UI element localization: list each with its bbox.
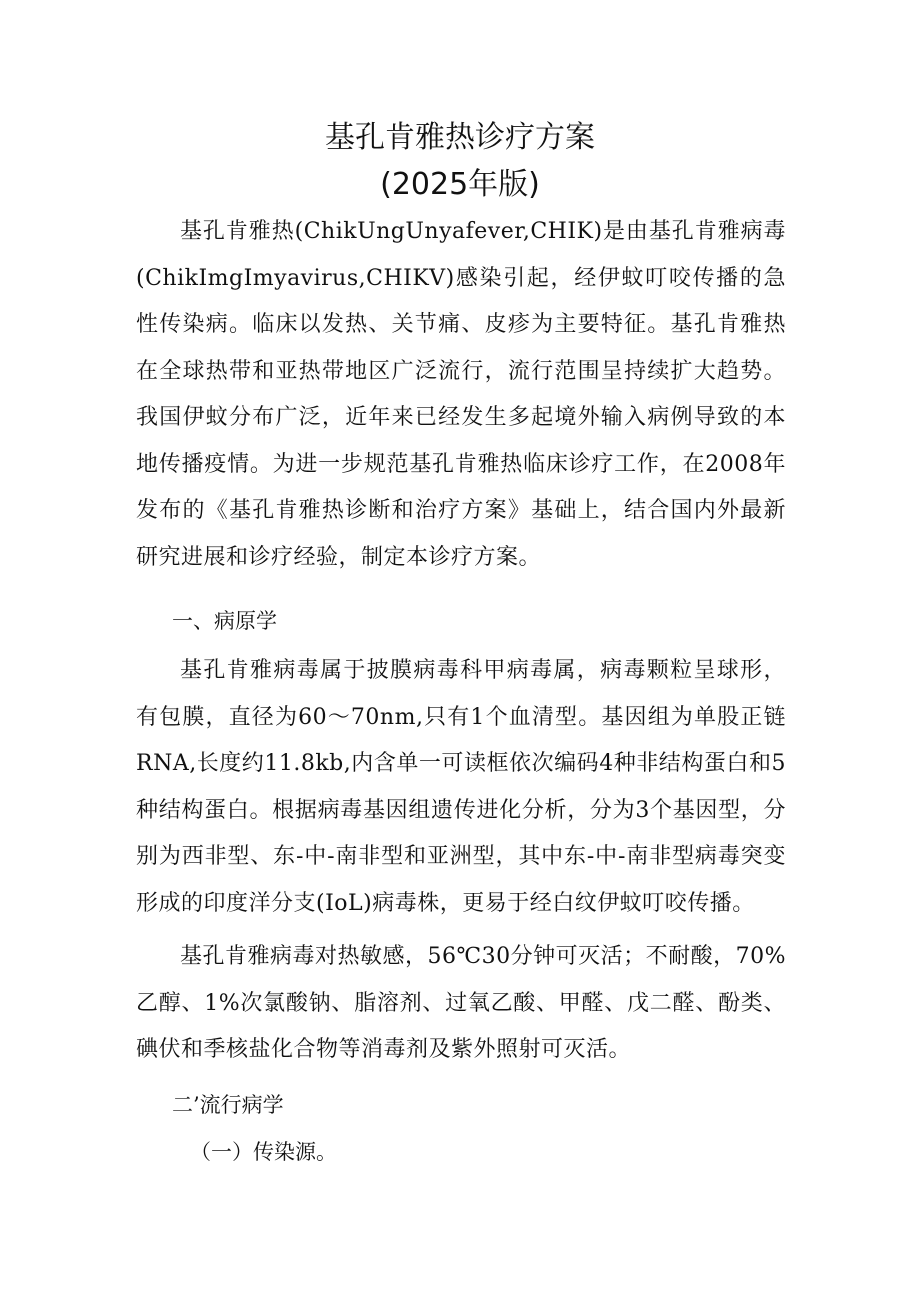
section-heading-pathogen: 一、病原学	[172, 609, 277, 633]
pathogen-section	[136, 648, 786, 927]
pathogen-paragraph-2: 基孔肯雅病毒对热敏感，56℃30分钟可灭活；不耐酸，70%乙醇、1%次氯酸钠、脂溶剂、过氧乙酸、甲醛、戊二醛、酚类、碘伏和季核盐化合物等消毒剂及紫外照射可灭活。	[136, 944, 786, 1062]
pathogen-paragraph-1: 基孔肯雅病毒属于披膜病毒科甲病毒属，病毒颗粒呈球形，有包膜，直径为60～70nm,只有1个血清型。基因组为单股正链RNA,长度约11.8kb,内含单一可读框依次编码4种非结构蛋白和5种结构蛋白。根据病毒基因组遗传进化分析，分为3个基因型，分别为西非型、东-中-南非型和亚洲型，其中东-中-南非型病毒突变形成的印度洋分支(IoL)病毒株，更易于经白纹伊蚊叮咬传播。	[136, 658, 786, 916]
subsection-heading-infection-source: （一）传染源。	[190, 1140, 337, 1164]
pathogen-section-2	[136, 934, 786, 1074]
intro-paragraph: 基孔肯雅热(ChikUngUnyafever,CHIK)是由基孔肯雅病毒(ChikImgImyavirus,CHIKV)感染引起，经伊蚊叮咬传播的急性传染病。临床以发热、关节痛、皮疹为主要特征。基孔肯雅热在全球热带和亚热带地区广泛流行，流行范围呈持续扩大趋势。我国伊蚊分布广泛，近年来已经发生多起境外输入病例导致的本地传播疫情。为进一步规范基孔肯雅热临床诊疗工作，在2008年发布的《基孔肯雅热诊断和治疗方案》基础上，结合国内外最新研究进展和诊疗经验，制定本诊疗方案。	[136, 219, 786, 570]
document-title: 基孔肯雅热诊疗方案	[325, 120, 595, 155]
section-heading-epidemiology: 二’流行病学	[172, 1093, 284, 1117]
intro-section	[136, 209, 786, 581]
document-subtitle: (2025年版)	[380, 167, 540, 202]
